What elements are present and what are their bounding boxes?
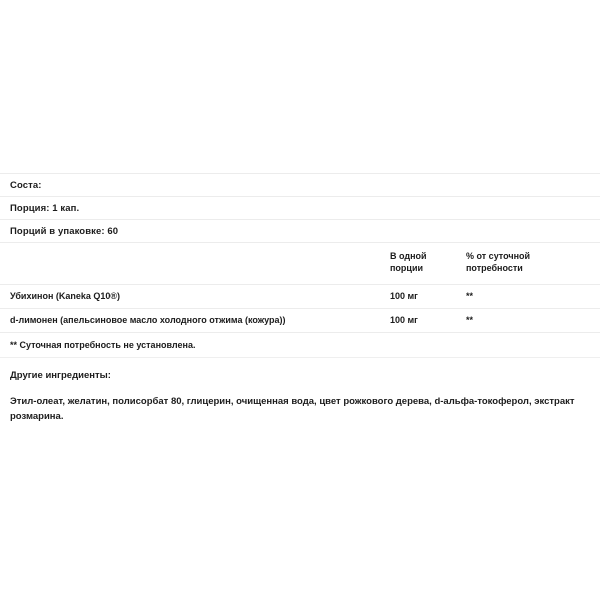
nutrient-amount: 100 мг (390, 315, 418, 325)
servings-per-container-label: Порций в упаковке: 60 (10, 225, 119, 237)
column-header-daily-value-line2: потребности (466, 263, 523, 273)
column-header-amount-per-serving (390, 250, 460, 274)
other-ingredients-block (0, 358, 600, 424)
composition-label: Соста: (10, 179, 42, 191)
nutrient-daily-value: ** (466, 315, 474, 325)
other-ingredients-text: Этил-олеат, желатин, полисорбат 80, глицерин, очищенная вода, цвет рожкового дерева, d-альфа-токоферол, экстракт розмарина. (10, 396, 575, 422)
serving-size-row (0, 197, 600, 219)
table-row (0, 309, 600, 332)
composition-row (0, 174, 600, 196)
column-header-amount-line2: порции (390, 263, 424, 273)
serving-size-label: Порция: 1 кап. (10, 202, 80, 214)
other-ingredients-title: Другие ингредиенты: (10, 370, 111, 381)
column-header-daily-value (466, 250, 576, 274)
column-header-daily-value-line1: % от суточной (466, 251, 531, 261)
top-blank-area (0, 0, 600, 173)
daily-value-footnote: ** Суточная потребность не установлена. (10, 340, 196, 350)
supplement-facts-panel (0, 173, 600, 424)
nutrient-amount: 100 мг (390, 291, 418, 301)
daily-value-footnote-row (0, 333, 600, 357)
nutrient-name: d-лимонен (апельсиновое масло холодного отжима (кожура)) (10, 315, 286, 325)
servings-per-container-row (0, 220, 600, 242)
column-header-amount-line1: В одной (390, 251, 427, 261)
table-header-row (0, 243, 600, 284)
nutrient-daily-value: ** (466, 291, 474, 301)
nutrient-name: Убихинон (Kaneka Q10®) (10, 291, 121, 301)
table-row (0, 285, 600, 308)
